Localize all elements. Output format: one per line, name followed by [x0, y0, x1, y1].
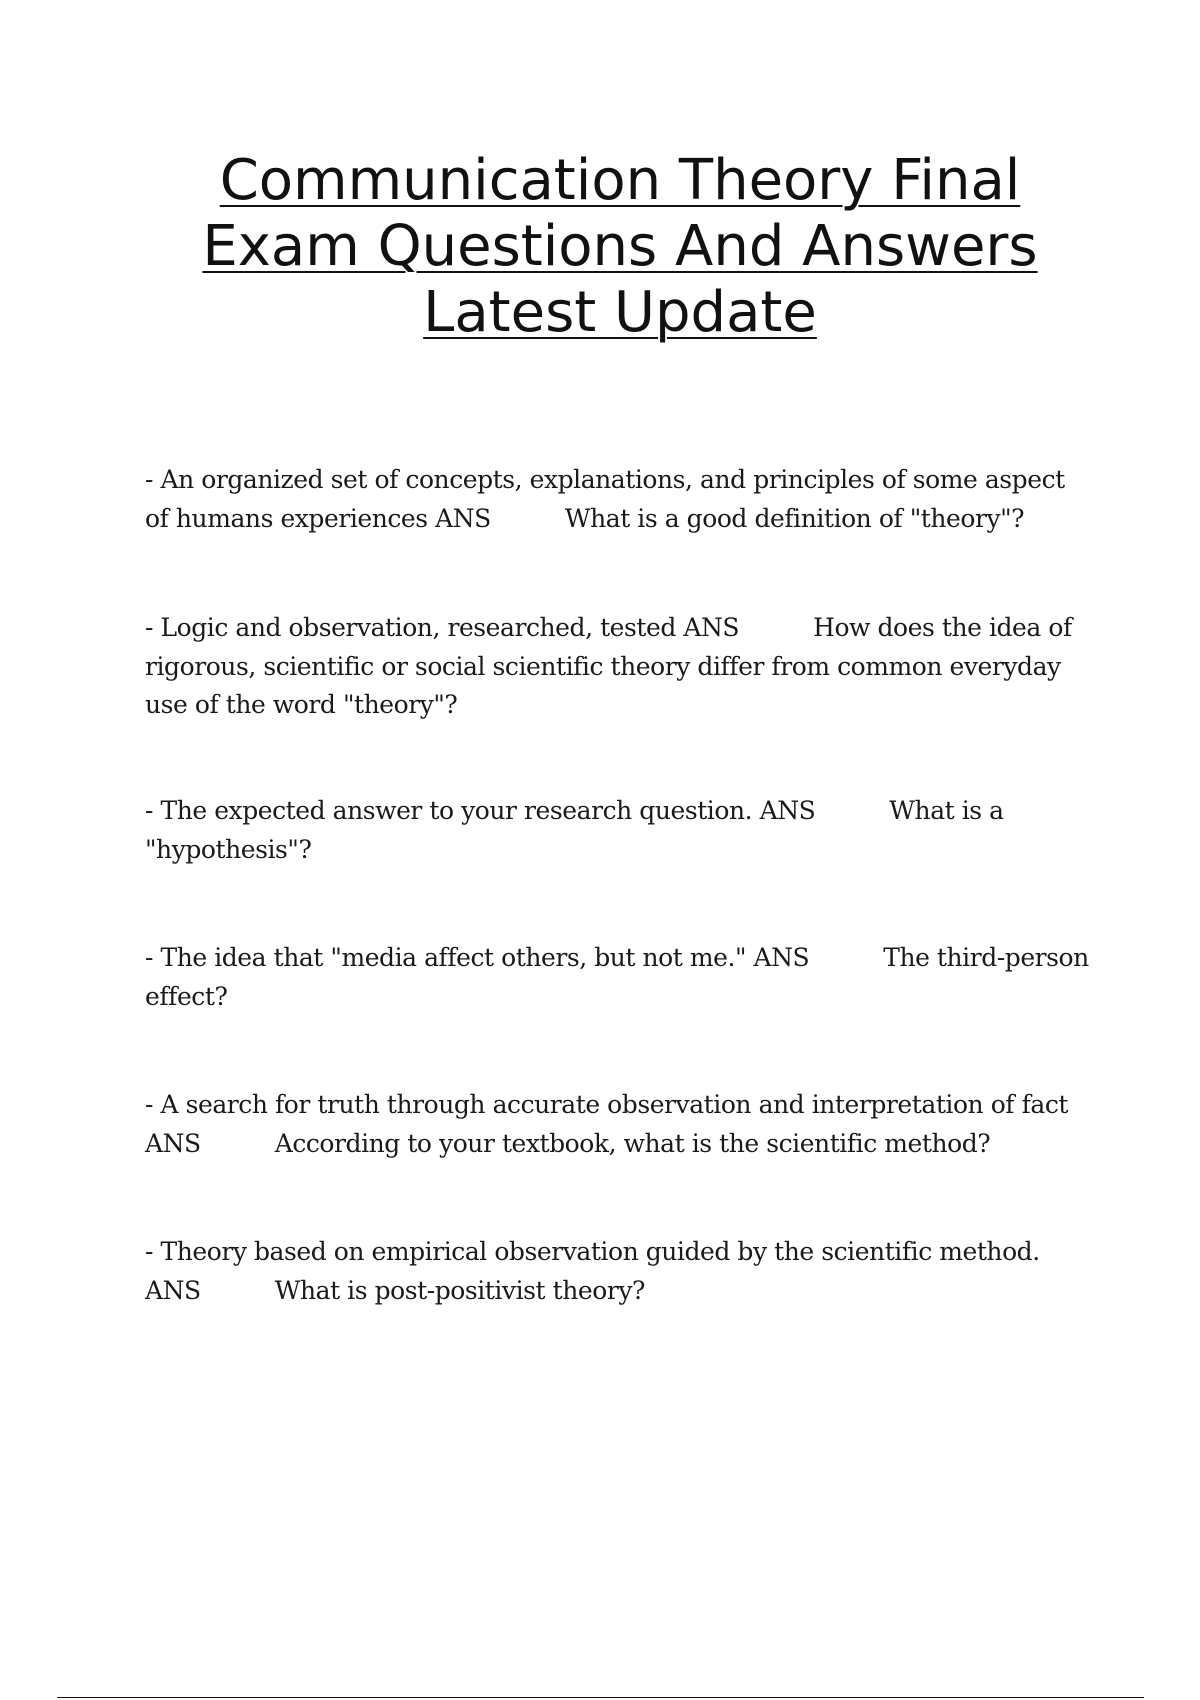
- qa-question: What is a good definition of "theory"?: [564, 503, 1025, 533]
- qa-question: How does the idea of rigorous, scientific or social scientific theory differ from common everyday use of the word "theory"?: [145, 613, 1072, 719]
- footer-divider: [57, 1697, 1144, 1698]
- qa-item: [145, 939, 1090, 1016]
- qa-question: What is a "hypothesis"?: [145, 796, 1004, 864]
- qa-answer: - An organized set of concepts, explanations, and principles of some aspect of humans experiences ANS: [145, 465, 1065, 533]
- qa-item: [145, 792, 1090, 869]
- qa-item: [145, 1233, 1090, 1310]
- qa-answer: - The idea that "media affect others, but not me." ANS: [145, 943, 810, 972]
- qa-item: [145, 1086, 1090, 1163]
- document-title: Communication Theory Final Exam Questions And Answers Latest Update: [202, 148, 1038, 345]
- qa-question: The third-person effect?: [145, 943, 1089, 1011]
- qa-item: [145, 609, 1090, 725]
- qa-answer: - The expected answer to your research question. ANS: [145, 796, 816, 825]
- qa-question: What is post-positivist theory?: [274, 1275, 645, 1305]
- qa-item: [145, 461, 1090, 538]
- qa-question: According to your textbook, what is the scientific method?: [274, 1128, 991, 1158]
- qa-answer: - Logic and observation, researched, tested ANS: [145, 613, 740, 642]
- qa-answer: - A search for truth through accurate observation and interpretation of fact ANS: [145, 1090, 1069, 1158]
- qa-answer: - Theory based on empirical observation guided by the scientific method. ANS: [145, 1237, 1040, 1305]
